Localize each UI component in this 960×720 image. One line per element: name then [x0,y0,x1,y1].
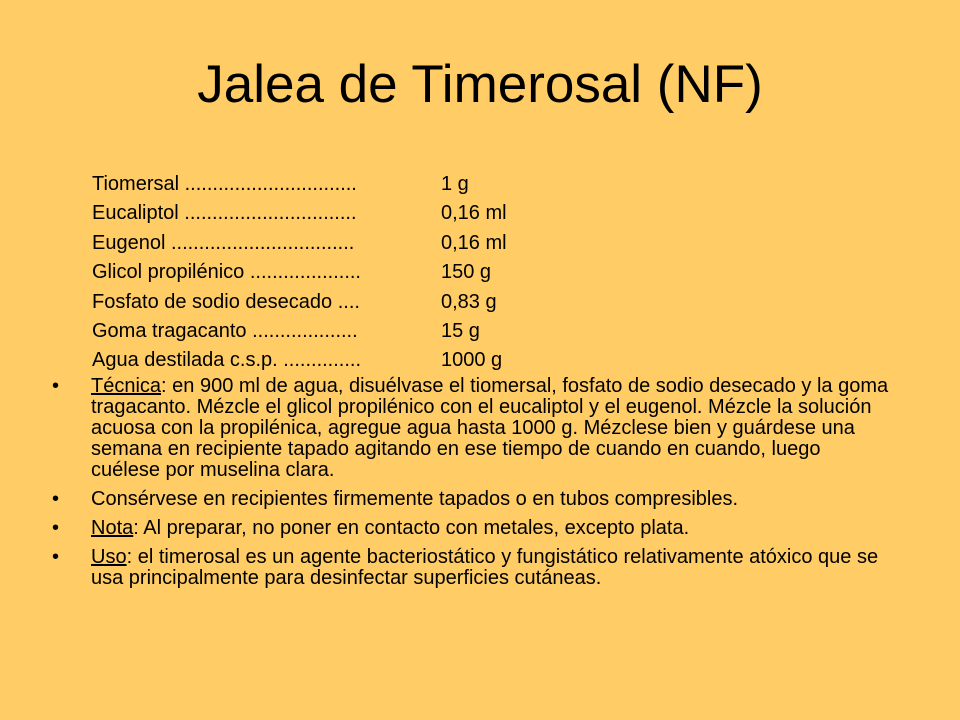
bullet-dot-icon: • [52,488,60,510]
bullet-text: Consérvese en recipientes firmemente tapados o en tubos compresibles. [91,488,739,510]
ingredient-name: Fosfato de sodio desecado .... [92,290,360,313]
ingredient-quantity: 150 g [441,261,492,284]
ingredient-quantity: 15 g [441,319,480,342]
ingredient-name: Tiomersal ............................... [92,173,357,195]
ingredient-name: Goma tragacanto ................... [92,319,358,342]
bullet-label: Técnica [91,375,162,397]
bullet-text: : en 900 ml de agua, disuélvase el tiomersal, fosfato de sodio desecado y la goma tragacanto. Mézcle el glicol propilénico con el eucaliptol y el eugenol. Mézcle la solución acuosa con la propilénica, agregue agua hasta 1000 g. Mézclese bien y guárdese una semana en recipiente tapado agitando en ese tiempo de cuando en cuando, luego cuélese por muselina clara. [91,375,889,481]
ingredient-quantity: 0,16 ml [441,202,507,225]
bullet-conservese [52,489,892,510]
ingredient-quantity: 0,16 ml [441,231,507,254]
bullet-text: : Al preparar, no poner en contacto con metales, excepto plata. [133,517,690,539]
ingredient-quantity: 0,83 g [441,290,497,313]
ingredient-quantity: 1000 g [441,349,503,372]
bullet-dot-icon: • [52,517,60,539]
bullet-dot-icon: • [52,546,60,568]
bullet-dot-icon: • [52,375,60,397]
bullet-label: Uso [91,546,127,568]
slide-title: Jalea de Timerosal (NF) [197,55,763,114]
bullet-nota [52,518,892,539]
notes-list [52,376,892,597]
bullet-tecnica [52,376,892,481]
ingredient-quantity: 1 g [441,173,469,195]
bullet-text: : el timerosal es un agente bacteriostático y fungistático relativamente atóxico que se usa principalmente para desinfectar superficies cutáneas. [91,546,879,589]
ingredient-name: Agua destilada c.s.p. .............. [92,349,362,372]
ingredient-name: Eugenol ................................. [92,231,355,254]
ingredient-name: Eucaliptol ............................... [92,202,357,225]
ingredient-name: Glicol propilénico .................... [92,261,361,284]
bullet-uso [52,547,892,589]
bullet-label: Nota [91,517,134,539]
